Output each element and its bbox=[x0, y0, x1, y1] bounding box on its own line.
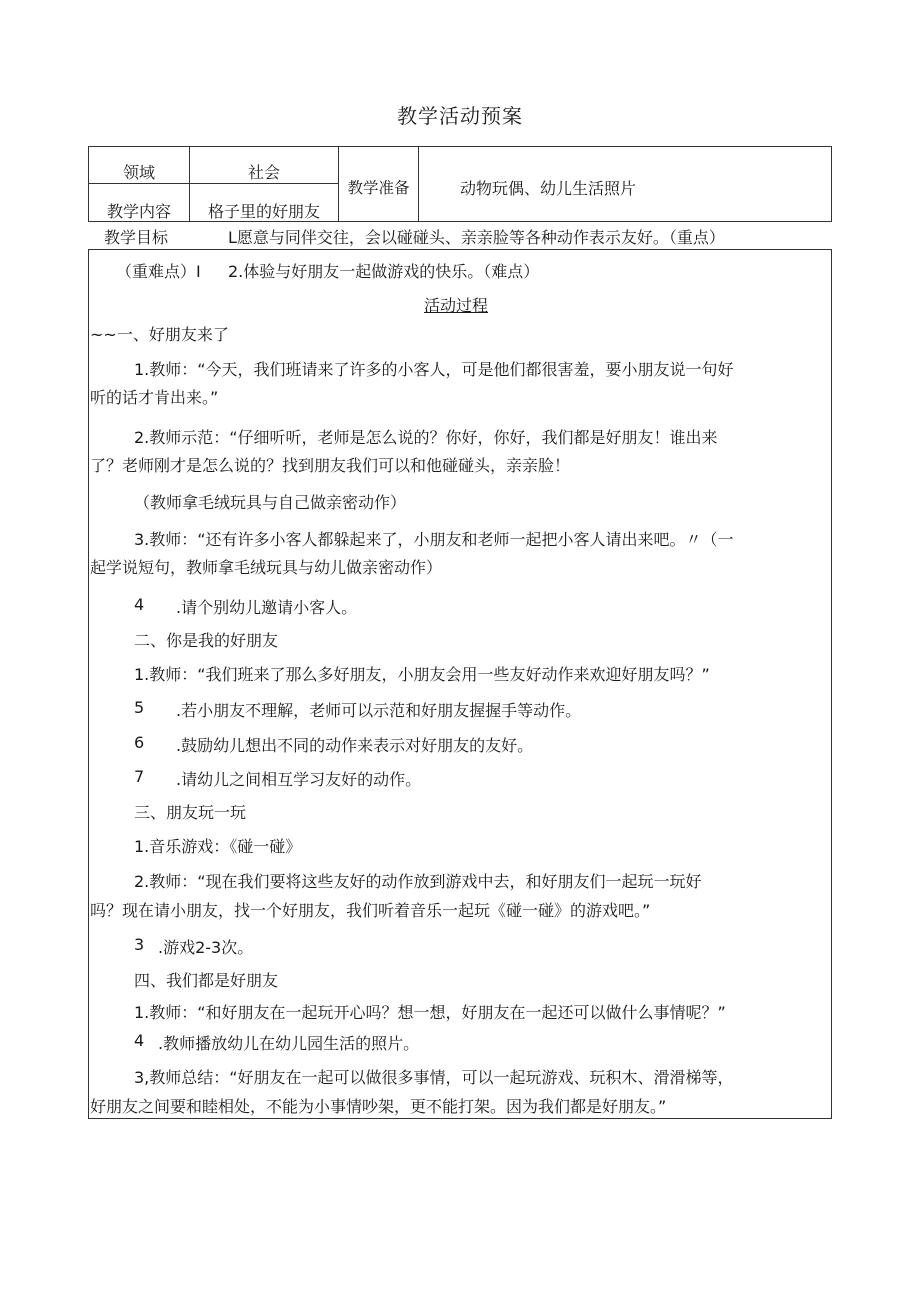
item-number: 7 bbox=[134, 767, 145, 786]
paragraph-line: .鼓励幼儿想出不同的动作来表示对好朋友的友好。 bbox=[176, 736, 534, 755]
paragraph-line: 2.教师：“现在我们要将这些友好的动作放到游戏中去，和好朋友们一起玩一玩好 bbox=[134, 872, 702, 891]
paragraph-line: 了？老师刚才是怎么说的？找到朋友我们可以和他碰碰头，亲亲脸！ bbox=[90, 456, 571, 475]
paragraph-line: 起学说短句，教师拿毛绒玩具与幼儿做亲密动作） bbox=[90, 558, 443, 577]
paragraph-line: 2.教师示范：“仔细听听，老师是怎么说的？你好，你好，我们都是好朋友！谁出来 bbox=[134, 428, 718, 447]
section-heading: 二、你是我的好朋友 bbox=[134, 631, 279, 650]
item-number: 4 bbox=[134, 1031, 145, 1050]
paragraph-line: 1.教师：“今天，我们班请来了许多的小客人，可是他们都很害羞，要小朋友说一句好 bbox=[134, 360, 734, 379]
content-value: 格子里的好朋友 bbox=[207, 202, 320, 221]
paragraph-line: 3.教师：“还有许多小客人都躲起来了，小朋友和老师一起把小客人请出来吧。〃（一 bbox=[134, 530, 734, 549]
goal-1: L愿意与同伴交往，会以碰碰头、亲亲脸等各种动作表示友好。（重点） bbox=[228, 228, 725, 247]
paragraph-line: .请幼儿之间相互学习友好的动作。 bbox=[176, 770, 422, 789]
page-title: 教学活动预案 bbox=[397, 104, 523, 128]
paragraph-line: .若小朋友不理解，老师可以示范和好朋友握握手等动作。 bbox=[176, 701, 582, 720]
table-divider bbox=[88, 183, 339, 184]
paragraph-line: 吗？现在请小朋友，找一个好朋友，我们听着音乐一起玩《碰一碰》的游戏吧。” bbox=[90, 901, 651, 920]
paragraph-line: 听的话才肯出来。” bbox=[90, 388, 219, 407]
paragraph-line: 3,教师总结：“好朋友在一起可以做很多事情，可以一起玩游戏、玩积木、滑滑梯等， bbox=[134, 1068, 734, 1087]
section-heading: 三、朋友玩一玩 bbox=[134, 803, 247, 822]
section-heading: 四、我们都是好朋友 bbox=[134, 971, 279, 990]
domain-label: 领域 bbox=[122, 163, 155, 182]
item-number: 3 bbox=[134, 935, 145, 954]
paragraph-line: 1.教师：“我们班来了那么多好朋友，小朋友会用一些友好动作来欢迎好朋友吗？” bbox=[134, 665, 710, 684]
process-title: 活动过程 bbox=[424, 296, 489, 315]
domain-value: 社会 bbox=[247, 163, 280, 182]
item-number: 6 bbox=[134, 733, 145, 752]
prep-value: 动物玩偶、幼儿生活照片 bbox=[460, 179, 637, 198]
paragraph-line: （教师拿毛绒玩具与自己做亲密动作） bbox=[134, 493, 407, 512]
table-divider bbox=[418, 146, 419, 222]
goal-prefix: （重难点）I bbox=[116, 262, 201, 281]
goal-label: 教学目标 bbox=[104, 228, 169, 247]
paragraph-line: .游戏2-3次。 bbox=[158, 938, 254, 957]
paragraph-line: 1.教师：“和好朋友在一起玩开心吗？想一想，好朋友在一起还可以做什么事情呢？” bbox=[134, 1003, 726, 1022]
goal-2: 2.体验与好朋友一起做游戏的快乐。（难点） bbox=[228, 262, 540, 281]
prep-label: 教学准备 bbox=[347, 179, 410, 197]
paragraph-line: 好朋友之间要和睦相处，不能为小事情吵架，更不能打架。因为我们都是好朋友。” bbox=[90, 1097, 667, 1116]
section-heading: ~~一、好朋友来了 bbox=[90, 325, 229, 344]
paragraph-line: .教师播放幼儿在幼儿园生活的照片。 bbox=[158, 1034, 420, 1053]
paragraph-line: .请个别幼儿邀请小客人。 bbox=[176, 598, 358, 617]
item-number: 4 bbox=[134, 595, 145, 614]
item-number: 5 bbox=[134, 698, 145, 717]
paragraph-line: 1.音乐游戏：《碰一碰》 bbox=[134, 837, 302, 856]
content-label: 教学内容 bbox=[106, 202, 171, 221]
